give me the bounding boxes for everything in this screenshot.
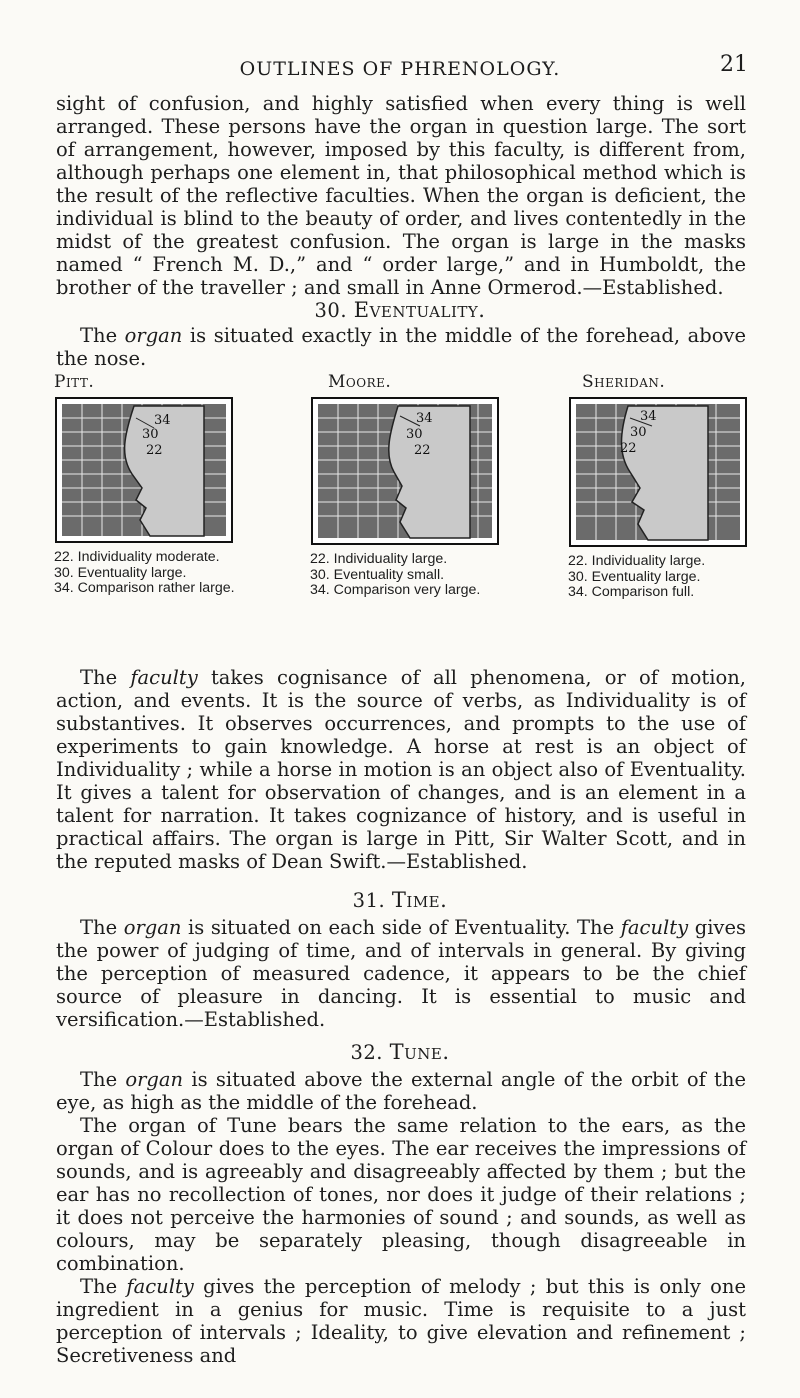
organ-label: organ (125, 1068, 184, 1091)
section-31-paragraph: The organ is situated on each side of Eventuality. The faculty gives the power of judging of time, and of intervals in general. By giving the perception of measured cadence, it appears to be the chief source of pleasure in dancing. It is essential to music and versification.—Established. (56, 916, 746, 1031)
tune-paragraph: The organ of Tune bears the same relation to the ears, as the organ of Colour does to the eyes. The ear receives the impressions of sounds, and is agreeably and disagreeably affected by them ; but the ear has no recollection of tones, nor does it judge of their relations ; it does not perceive the harmonies of sound ; and sounds, as well as colours, may be separately pleasing, though disagreeable in combination. (56, 1114, 746, 1275)
marker-34: 34 (154, 413, 171, 428)
figure-label: Moore. (328, 372, 392, 392)
organ-label: organ (124, 324, 183, 347)
organ-label: organ (123, 916, 182, 939)
marker-22: 22 (620, 441, 637, 456)
figure-caption: 22. Individuality moderate. 30. Eventuality large. 34. Comparison rather large. (54, 549, 235, 596)
figure-caption: 22. Individuality large. 30. Eventuality small. 34. Comparison very large. (310, 551, 481, 598)
marker-22: 22 (146, 443, 163, 458)
page-header (0, 52, 800, 82)
section-number: 30. (314, 299, 348, 322)
section-title: Eventuality. (353, 298, 486, 322)
section-32-heading (0, 1040, 800, 1064)
figure-moore (310, 372, 500, 599)
marker-34: 34 (640, 409, 657, 424)
figure-label: Pitt. (54, 372, 95, 392)
marker-30: 30 (142, 427, 159, 442)
section-30-heading (0, 298, 800, 322)
figure-caption: 22. Individuality large. 30. Eventuality large. 34. Comparison full. (568, 553, 706, 600)
page-number: 21 (720, 52, 748, 77)
figure-pitt (54, 372, 235, 597)
figure-sheridan (568, 372, 748, 601)
section-30-faculty-paragraph: The faculty takes cognisance of all phenomena, or of motion, action, and events. It is the source of verbs, as Individuality is of substantives. It observes occurrences, and prompts to the use of experiments to gain knowledge. A horse at rest is an object of Individuality ; while a horse in motion is an object also of Eventuality. It gives a talent for observation of changes, and is an element in a talent for narration. It takes cognizance of history, and is useful in practical affairs. The organ is large in Pitt, Sir Walter Scott, and in the reputed masks of Dean Swift.—Established. (56, 666, 746, 873)
section-number: 31. (352, 889, 386, 912)
section-31-heading (0, 888, 800, 912)
top-paragraph (56, 92, 746, 299)
section-number: 32. (350, 1041, 383, 1064)
running-title: OUTLINES OF PHRENOLOGY. (239, 58, 561, 80)
faculty-label: faculty (126, 1275, 194, 1298)
head-diagram-pitt (54, 396, 234, 544)
head-diagram-moore (310, 396, 500, 546)
figure-label: Sheridan. (582, 372, 666, 392)
section-title: Tune. (389, 1040, 450, 1064)
figure-row (44, 372, 764, 600)
faculty-label: faculty (130, 666, 198, 689)
paragraph-order-continued: sight of confusion, and highly satisfied when every thing is well arranged. These persons have the organ in question large. The sort of arrangement, however, imposed by this faculty, is different from, although perhaps one element in, that philosophical method which is the result of the reflective faculties. When the organ is deficient, the individual is blind to the beauty of order, and lives contentedly in the midst of the greatest confusion. The organ is large in the masks named “ French M. D.,” and “ order large,” and in Humboldt, the brother of the traveller ; and small in Anne Ormerod.—Established. (56, 92, 746, 299)
marker-30: 30 (630, 425, 647, 440)
marker-30: 30 (406, 427, 423, 442)
marker-22: 22 (414, 443, 431, 458)
head-diagram-sheridan (568, 396, 748, 548)
section-30-organ-paragraph: The organ is situated exactly in the middle of the forehead, above the nose. (56, 324, 746, 370)
marker-34: 34 (416, 411, 433, 426)
section-title: Time. (391, 888, 448, 912)
section-32-paragraphs: The organ is situated above the external angle of the orbit of the eye, as high as the middle of the forehead. The organ of Tune bears the same relation to the ears, as the organ of Colour does to the eyes. The ear receives the impressions of sounds, and is agreeably and disagreeably affected by them ; but the ear has no recollection of tones, nor does it judge of their relations ; it does not perceive the harmonies of sound ; and sounds, as well as colours, may be separately pleasing, though disagreeable in combination. The faculty gives the perception of melody ; but this is only one ingredient in a genius for music. Time is requisite to a just perception of intervals ; Ideality, to give elevation and refinement ; Secretiveness and (56, 1068, 746, 1367)
faculty-label: faculty (620, 916, 689, 939)
